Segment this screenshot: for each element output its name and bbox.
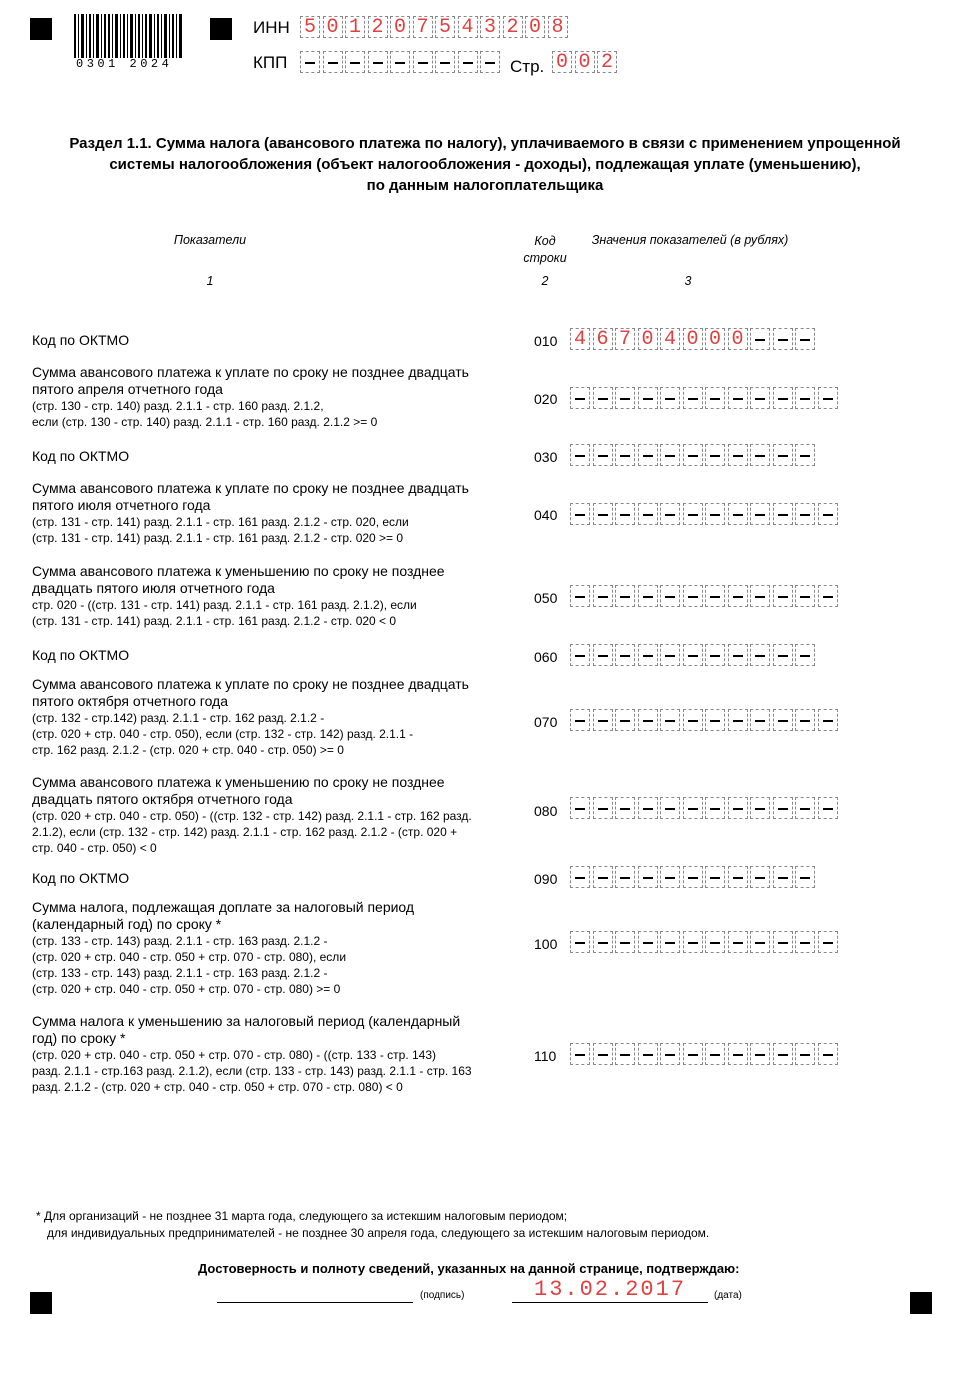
digit-cell[interactable] xyxy=(458,51,478,73)
digit-cell[interactable] xyxy=(570,444,590,466)
digit-cell[interactable] xyxy=(818,503,838,525)
digit-cell[interactable] xyxy=(750,797,770,819)
row-label-020 xyxy=(32,364,512,430)
row-title: Сумма налога, подлежащая доплате за налоговый период (календарный год) по сроку * xyxy=(32,899,415,932)
digit-cell[interactable] xyxy=(795,503,815,525)
digit-cell[interactable] xyxy=(728,644,748,666)
digit-cell[interactable] xyxy=(660,644,680,666)
row-label-010 xyxy=(32,332,512,349)
row-title: Код по ОКТМО xyxy=(32,332,130,348)
digit-cell[interactable] xyxy=(750,444,770,466)
digit-cell[interactable] xyxy=(750,585,770,607)
digit-cell[interactable] xyxy=(728,1043,748,1065)
digit-cell[interactable] xyxy=(728,444,748,466)
digit-cell[interactable] xyxy=(773,1043,793,1065)
row-label-060 xyxy=(32,647,512,664)
digit-cell[interactable] xyxy=(300,51,320,73)
row-code: 060 xyxy=(534,649,558,665)
kpp-cells xyxy=(300,51,503,73)
barcode xyxy=(74,14,184,58)
row-label-110 xyxy=(32,1013,512,1095)
row-code: 040 xyxy=(534,507,558,523)
row-label-080 xyxy=(32,774,512,856)
digit-cell[interactable] xyxy=(728,709,748,731)
digit-cell[interactable] xyxy=(593,387,613,409)
digit-cell[interactable] xyxy=(593,866,613,888)
digit-cell[interactable] xyxy=(368,51,388,73)
row-formula: (стр. 020 + стр. 040 - стр. 050 + стр. 070 - стр. 080) - ((стр. 133 - стр. 143) разд. 2.1.1 - стр.163 разд. 2.1.2), если (стр. 133 - стр. 143) разд. 2.1.1 - стр. 163 разд. 2.1.2 - (стр. 020 + стр. 040 - стр. 050 + стр. 070 - стр. 080) < 0 xyxy=(32,1048,472,1094)
digit-cell[interactable] xyxy=(638,1043,658,1065)
digit-cell[interactable] xyxy=(750,709,770,731)
digit-cell[interactable] xyxy=(750,866,770,888)
digit-cell[interactable] xyxy=(705,644,725,666)
digit-cell[interactable]: 4 xyxy=(570,328,590,350)
digit-cell[interactable] xyxy=(615,503,635,525)
digit-cell[interactable] xyxy=(773,503,793,525)
digit-cell[interactable] xyxy=(660,387,680,409)
row-title: Код по ОКТМО xyxy=(32,870,130,886)
digit-cell[interactable] xyxy=(750,503,770,525)
value-cells-080 xyxy=(570,797,840,819)
digit-cell[interactable] xyxy=(390,51,410,73)
digit-cell[interactable]: 0 xyxy=(525,16,545,38)
row-code: 070 xyxy=(534,714,558,730)
inn-label: ИНН xyxy=(253,18,290,37)
digit-cell[interactable] xyxy=(683,931,703,953)
row-label-100 xyxy=(32,899,512,997)
digit-cell[interactable] xyxy=(638,503,658,525)
digit-cell[interactable] xyxy=(660,931,680,953)
digit-cell[interactable] xyxy=(705,444,725,466)
digit-cell[interactable] xyxy=(705,709,725,731)
row-code: 100 xyxy=(534,936,558,952)
digit-cell[interactable]: 4 xyxy=(660,328,680,350)
digit-cell[interactable] xyxy=(705,797,725,819)
digit-cell[interactable] xyxy=(345,51,365,73)
digit-cell[interactable] xyxy=(660,866,680,888)
digit-cell[interactable] xyxy=(660,709,680,731)
digit-cell[interactable]: 2 xyxy=(368,16,388,38)
value-cells-040 xyxy=(570,503,840,525)
row-code: 090 xyxy=(534,871,558,887)
digit-cell[interactable]: 5 xyxy=(300,16,320,38)
row-formula: (стр. 132 - стр.142) разд. 2.1.1 - стр. 162 разд. 2.1.2 - (стр. 020 + стр. 040 - стр. 050), если (стр. 132 - стр. 142) разд. 2.1.1 - стр. 162 разд. 2.1.2 - (стр. 020 + стр. 040 - стр. 050) >= 0 xyxy=(32,711,414,757)
row-title: Код по ОКТМО xyxy=(32,647,130,663)
digit-cell[interactable] xyxy=(683,866,703,888)
row-label-050 xyxy=(32,563,512,629)
digit-cell[interactable] xyxy=(638,585,658,607)
digit-cell[interactable] xyxy=(818,585,838,607)
date-line xyxy=(512,1302,708,1303)
row-formula: (стр. 133 - стр. 143) разд. 2.1.1 - стр. 163 разд. 2.1.2 - (стр. 020 + стр. 040 - стр. 050 + стр. 070 - стр. 080), если (стр. 133 - стр. 143) разд. 2.1.1 - стр. 163 разд. 2.1.2 - (стр. 020 + стр. 040 - стр. 050 + стр. 070 - стр. 080) >= 0 xyxy=(32,934,347,996)
value-cells-050 xyxy=(570,585,840,607)
row-formula: стр. 020 - ((стр. 131 - стр. 141) разд. 2.1.1 - стр. 161 разд. 2.1.2), если (стр. 131 - стр. 141) разд. 2.1.1 - стр. 161 разд. 2.1.2 - стр. 020 < 0 xyxy=(32,598,417,628)
date-value: 13.02.2017 xyxy=(534,1277,687,1302)
col3-heading: Значения показателей (в рублях) xyxy=(591,233,789,247)
digit-cell[interactable]: 4 xyxy=(458,16,478,38)
digit-cell[interactable] xyxy=(683,1043,703,1065)
value-cells-020 xyxy=(570,387,840,409)
digit-cell[interactable] xyxy=(638,931,658,953)
digit-cell[interactable] xyxy=(435,51,455,73)
row-title: Код по ОКТМО xyxy=(32,448,130,464)
digit-cell[interactable]: 2 xyxy=(597,51,617,73)
digit-cell[interactable] xyxy=(728,866,748,888)
digit-cell[interactable] xyxy=(638,387,658,409)
digit-cell[interactable]: 7 xyxy=(615,328,635,350)
digit-cell[interactable] xyxy=(683,444,703,466)
row-label-040 xyxy=(32,480,512,546)
row-formula: (стр. 130 - стр. 140) разд. 2.1.1 - стр. 160 разд. 2.1.2, если (стр. 130 - стр. 140) разд. 2.1.1 - стр. 160 разд. 2.1.2 >= 0 xyxy=(32,399,378,429)
digit-cell[interactable]: 0 xyxy=(323,16,343,38)
digit-cell[interactable]: 2 xyxy=(503,16,523,38)
digit-cell[interactable] xyxy=(683,709,703,731)
row-title: Сумма авансового платежа к уплате по сроку не позднее двадцать пятого октября отчетного года xyxy=(32,676,469,709)
digit-cell[interactable] xyxy=(728,797,748,819)
digit-cell[interactable] xyxy=(323,51,343,73)
digit-cell[interactable] xyxy=(795,931,815,953)
row-code: 080 xyxy=(534,803,558,819)
digit-cell[interactable] xyxy=(570,644,590,666)
col2-heading: Код строки xyxy=(523,234,567,265)
digit-cell[interactable] xyxy=(795,444,815,466)
digit-cell[interactable] xyxy=(593,644,613,666)
digit-cell[interactable]: 0 xyxy=(638,328,658,350)
corner-marker-bottom-left xyxy=(30,1292,52,1314)
digit-cell[interactable] xyxy=(773,387,793,409)
page-label: Стр. xyxy=(510,57,545,76)
row-code: 020 xyxy=(534,391,558,407)
corner-marker-top-left xyxy=(30,18,52,40)
digit-cell[interactable] xyxy=(728,387,748,409)
digit-cell[interactable] xyxy=(660,1043,680,1065)
row-formula: (стр. 020 + стр. 040 - стр. 050) - ((стр. 132 - стр. 142) разд. 2.1.1 - стр. 162 разд. 2.1.2), если (стр. 132 - стр. 142) разд. 2.1.1 - стр. 162 разд. 2.1.2 - (стр. 020 + стр. 040 - стр. 050) < 0 xyxy=(32,809,472,855)
digit-cell[interactable] xyxy=(570,797,590,819)
digit-cell[interactable] xyxy=(570,931,590,953)
digit-cell[interactable] xyxy=(570,387,590,409)
section-title: Раздел 1.1. Сумма налога (авансового платежа по налогу), уплачиваемого в связи с применением упрощенной системы налогообложения (объект налогообложения - доходы), подлежащая уплате (уменьшению), по данным налогоплательщика xyxy=(69,135,901,194)
digit-cell[interactable] xyxy=(660,503,680,525)
row-label-090 xyxy=(32,870,512,887)
digit-cell[interactable] xyxy=(570,503,590,525)
value-cells-100 xyxy=(570,931,840,953)
digit-cell[interactable] xyxy=(660,444,680,466)
col1-number: 1 xyxy=(206,274,214,288)
digit-cell[interactable]: 3 xyxy=(480,16,500,38)
digit-cell[interactable]: 7 xyxy=(413,16,433,38)
col1-heading: Показатели xyxy=(173,233,247,247)
digit-cell[interactable] xyxy=(593,503,613,525)
row-formula: (стр. 131 - стр. 141) разд. 2.1.1 - стр. 161 разд. 2.1.2 - стр. 020, если (стр. 131 - стр. 141) разд. 2.1.1 - стр. 161 разд. 2.1.2 - стр. 020 >= 0 xyxy=(32,515,409,545)
digit-cell[interactable]: 0 xyxy=(728,328,748,350)
digit-cell[interactable]: 8 xyxy=(548,16,568,38)
digit-cell[interactable] xyxy=(570,585,590,607)
digit-cell[interactable] xyxy=(705,585,725,607)
digit-cell[interactable] xyxy=(818,1043,838,1065)
value-cells-090 xyxy=(570,866,818,888)
digit-cell[interactable] xyxy=(638,709,658,731)
digit-cell[interactable] xyxy=(705,866,725,888)
row-title: Сумма авансового платежа к уменьшению по сроку не позднее двадцать пятого июля отчетного года xyxy=(32,563,445,596)
digit-cell[interactable] xyxy=(480,51,500,73)
page-number-cells xyxy=(552,51,620,73)
digit-cell[interactable] xyxy=(570,1043,590,1065)
digit-cell[interactable] xyxy=(615,709,635,731)
digit-cell[interactable] xyxy=(683,797,703,819)
digit-cell[interactable] xyxy=(570,709,590,731)
value-cells-010 xyxy=(570,328,818,350)
digit-cell[interactable] xyxy=(773,585,793,607)
digit-cell[interactable] xyxy=(795,328,815,350)
signature-label: (подпись) xyxy=(420,1290,465,1301)
digit-cell[interactable] xyxy=(773,328,793,350)
digit-cell[interactable]: 0 xyxy=(390,16,410,38)
digit-cell[interactable] xyxy=(593,444,613,466)
digit-cell[interactable] xyxy=(638,644,658,666)
row-title: Сумма авансового платежа к уменьшению по сроку не позднее двадцать пятого октября отчетного года xyxy=(32,774,445,807)
row-code: 110 xyxy=(534,1048,557,1064)
digit-cell[interactable] xyxy=(773,866,793,888)
kpp-label: КПП xyxy=(253,53,288,72)
digit-cell[interactable] xyxy=(705,931,725,953)
footnote: * Для организаций - не позднее 31 марта года, следующего за истекшим налоговым периодом; для индивидуальных предпринимателей - не позднее 30 апреля года, следующего за истекшим налоговым периодом. xyxy=(36,1209,710,1240)
digit-cell[interactable] xyxy=(773,444,793,466)
digit-cell[interactable] xyxy=(795,387,815,409)
digit-cell[interactable] xyxy=(705,387,725,409)
digit-cell[interactable] xyxy=(705,503,725,525)
digit-cell[interactable] xyxy=(795,585,815,607)
digit-cell[interactable] xyxy=(683,644,703,666)
digit-cell[interactable] xyxy=(660,585,680,607)
digit-cell[interactable]: 0 xyxy=(683,328,703,350)
digit-cell[interactable] xyxy=(615,644,635,666)
digit-cell[interactable] xyxy=(615,797,635,819)
digit-cell[interactable]: 1 xyxy=(345,16,365,38)
digit-cell[interactable] xyxy=(683,503,703,525)
row-title: Сумма авансового платежа к уплате по сроку не позднее двадцать пятого июля отчетного года xyxy=(32,480,469,513)
confirm-text: Достоверность и полноту сведений, указанных на данной странице, подтверждаю: xyxy=(198,1261,740,1276)
digit-cell[interactable]: 0 xyxy=(552,51,572,73)
date-label: (дата) xyxy=(714,1290,742,1301)
digit-cell[interactable] xyxy=(638,797,658,819)
digit-cell[interactable] xyxy=(615,444,635,466)
digit-cell[interactable] xyxy=(773,709,793,731)
digit-cell[interactable] xyxy=(683,387,703,409)
digit-cell[interactable] xyxy=(615,866,635,888)
row-title: Сумма авансового платежа к уплате по сроку не позднее двадцать пятого апреля отчетного года xyxy=(32,364,469,397)
digit-cell[interactable] xyxy=(750,1043,770,1065)
col3-number: 3 xyxy=(684,274,692,288)
digit-cell[interactable] xyxy=(773,797,793,819)
digit-cell[interactable] xyxy=(750,931,770,953)
row-code: 050 xyxy=(534,590,558,606)
digit-cell[interactable] xyxy=(795,797,815,819)
signature-line[interactable] xyxy=(217,1302,413,1303)
digit-cell[interactable] xyxy=(818,931,838,953)
digit-cell[interactable]: 0 xyxy=(705,328,725,350)
digit-cell[interactable] xyxy=(750,328,770,350)
digit-cell[interactable] xyxy=(683,585,703,607)
digit-cell[interactable]: 6 xyxy=(593,328,613,350)
digit-cell[interactable] xyxy=(750,387,770,409)
digit-cell[interactable]: 5 xyxy=(435,16,455,38)
row-label-070 xyxy=(32,676,512,758)
digit-cell[interactable] xyxy=(795,866,815,888)
digit-cell[interactable] xyxy=(728,931,748,953)
digit-cell[interactable] xyxy=(773,931,793,953)
value-cells-070 xyxy=(570,709,840,731)
digit-cell[interactable] xyxy=(593,797,613,819)
row-title: Сумма налога к уменьшению за налоговый период (календарный год) по сроку * xyxy=(32,1013,461,1046)
digit-cell[interactable] xyxy=(773,644,793,666)
digit-cell[interactable] xyxy=(660,797,680,819)
digit-cell[interactable] xyxy=(818,387,838,409)
digit-cell[interactable] xyxy=(413,51,433,73)
row-code: 030 xyxy=(534,449,558,465)
digit-cell[interactable] xyxy=(638,444,658,466)
digit-cell[interactable] xyxy=(593,931,613,953)
digit-cell[interactable] xyxy=(728,585,748,607)
digit-cell[interactable] xyxy=(795,644,815,666)
row-code: 010 xyxy=(534,333,558,349)
inn-cells xyxy=(300,16,570,38)
digit-cell[interactable] xyxy=(615,387,635,409)
digit-cell[interactable] xyxy=(593,709,613,731)
row-label-030 xyxy=(32,448,512,465)
value-cells-110 xyxy=(570,1043,840,1065)
digit-cell[interactable] xyxy=(795,709,815,731)
corner-marker-top-mid xyxy=(210,18,232,40)
digit-cell[interactable] xyxy=(615,585,635,607)
digit-cell[interactable]: 0 xyxy=(575,51,595,73)
digit-cell[interactable] xyxy=(750,644,770,666)
value-cells-030 xyxy=(570,444,818,466)
digit-cell[interactable] xyxy=(795,1043,815,1065)
digit-cell[interactable] xyxy=(570,866,590,888)
digit-cell[interactable] xyxy=(593,585,613,607)
digit-cell[interactable] xyxy=(638,866,658,888)
corner-marker-bottom-right xyxy=(910,1292,932,1314)
digit-cell[interactable] xyxy=(615,931,635,953)
digit-cell[interactable] xyxy=(615,1043,635,1065)
digit-cell[interactable] xyxy=(705,1043,725,1065)
digit-cell[interactable] xyxy=(728,503,748,525)
digit-cell[interactable] xyxy=(818,797,838,819)
barcode-number: 0301 2024 xyxy=(76,57,173,71)
digit-cell[interactable] xyxy=(593,1043,613,1065)
value-cells-060 xyxy=(570,644,818,666)
digit-cell[interactable] xyxy=(818,709,838,731)
col2-number: 2 xyxy=(541,274,549,288)
